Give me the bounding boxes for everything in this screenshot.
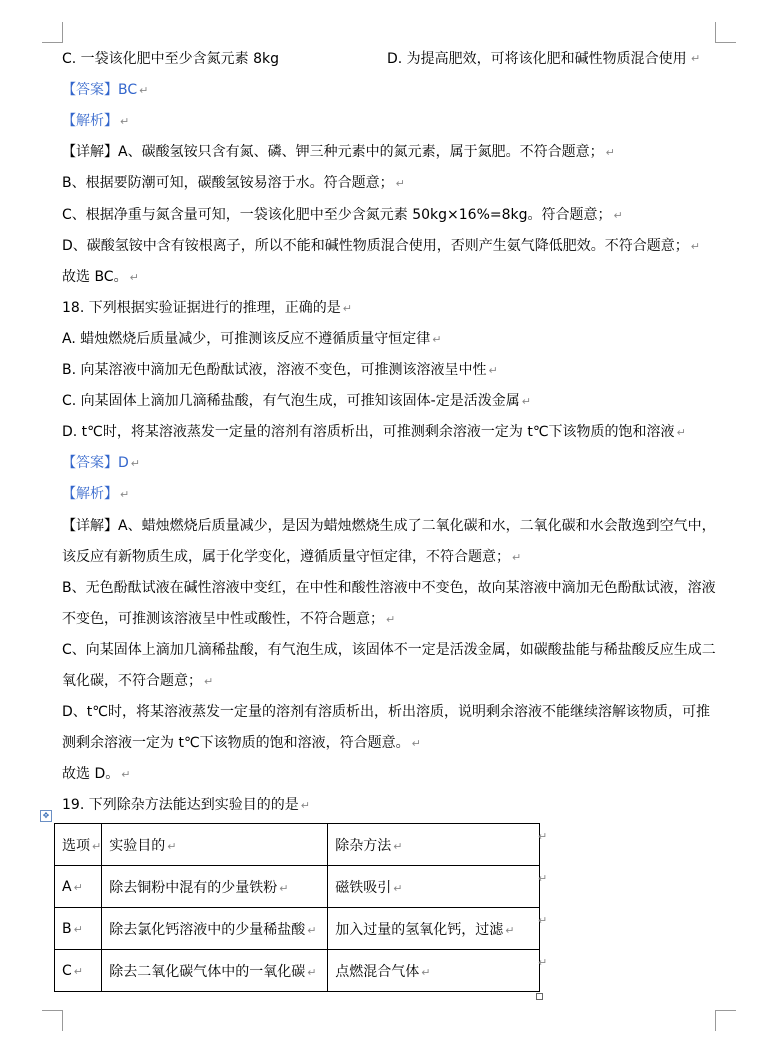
text-line-content: 【答案】BC <box>62 82 138 98</box>
text-line-content: B、根据要防潮可知，碳酸氢铵易溶于水。符合题意； <box>62 175 394 191</box>
text-line <box>62 142 615 163</box>
cell-end-mark: ↵ <box>73 964 83 978</box>
paragraph-mark: ↵ <box>521 395 531 408</box>
table-resize-handle[interactable] <box>536 993 543 1000</box>
paragraph-mark: ↵ <box>395 177 405 190</box>
cell-end-mark: ↵ <box>307 965 317 979</box>
text-line <box>62 236 700 257</box>
table-cell[interactable]: 点燃混合气体 ↵ <box>328 950 540 992</box>
text-line-content: 【解析】 <box>62 113 118 129</box>
text-line-content: C. 向某固体上滴加几滴稀盐酸，有气泡生成，可推知该固体-定是活泼金属 <box>62 393 520 409</box>
paragraph-mark: ↵ <box>300 799 310 812</box>
paragraph-mark: ↵ <box>613 209 623 222</box>
paragraph-mark: ↵ <box>488 364 498 377</box>
paragraph-mark: ↵ <box>120 488 130 501</box>
cell-end-mark: ↵ <box>73 922 83 936</box>
text-line-content: C、根据净重与氮含量可知，一袋该化肥中至少含氮元素 50kg×16%=8kg。符合题意； <box>62 207 612 223</box>
cell-end-mark: ↵ <box>505 923 515 937</box>
text-line-content: 不变色，可推测该溶液呈中性或酸性，不符合题意； <box>62 611 384 627</box>
text-line <box>62 547 521 568</box>
table-header-row <box>55 824 540 866</box>
text-line <box>62 49 701 69</box>
table-cell[interactable]: 除去铜粉中混有的少量铁粉 ↵ <box>102 866 328 908</box>
text-line-content: C. 一袋该化肥中至少含氮元素 8kg <box>62 51 280 67</box>
text-line <box>62 360 498 381</box>
table-row <box>55 908 540 950</box>
text-line-content: D. t℃时，将某溶液蒸发一定量的溶剂有溶质析出，可推测剩余溶液一定为 t℃下该物质的饱和溶液 <box>62 424 675 440</box>
paragraph-mark: ↵ <box>512 551 522 564</box>
paragraph-mark: ↵ <box>691 52 701 65</box>
page-corner-mark-bottom-left <box>42 1010 63 1031</box>
text-line <box>62 267 139 288</box>
text-line <box>62 578 716 598</box>
row-end-mark: ↵ <box>538 872 548 885</box>
text-line-content: D、碳酸氢铵中含有铵根离子，所以不能和碱性物质混合使用，否则产生氨气降低肥效。不符合题意； <box>62 238 689 254</box>
table-header-cell[interactable]: 实验目的 ↵ <box>102 824 328 866</box>
cell-end-mark: ↵ <box>393 839 403 853</box>
table-cell[interactable]: C ↵ <box>55 950 102 992</box>
paragraph-mark: ↵ <box>432 333 442 346</box>
paragraph-mark: ↵ <box>690 240 700 253</box>
row-end-mark: ↵ <box>538 914 548 927</box>
text-line <box>62 422 686 443</box>
text-line-content: 18. 下列根据实验证据进行的推理，正确的是 <box>62 300 341 316</box>
text-line <box>62 795 310 816</box>
paragraph-mark: ↵ <box>676 426 686 439</box>
text-line-content: A. 蜡烛燃烧后质量减少，可推测该反应不遵循质量守恒定律 <box>62 331 431 347</box>
text-line-content: B. 向某溶液中滴加无色酚酞试液，溶液不变色，可推测该溶液呈中性 <box>62 362 487 378</box>
page-corner-mark-top-right <box>715 22 736 43</box>
text-line <box>62 329 441 350</box>
text-line-content: 【详解】A、碳酸氢铵只含有氮、磷、钾三种元素中的氮元素，属于氮肥。不符合题意； <box>62 144 604 160</box>
paragraph-mark: ↵ <box>342 302 352 315</box>
paragraph-mark: ↵ <box>204 675 214 688</box>
table-header-cell[interactable]: 选项 ↵ <box>55 824 102 866</box>
text-line <box>62 640 716 660</box>
text-line-content: 故选 D。 <box>62 766 120 782</box>
page-corner-mark-bottom-right <box>715 1010 736 1031</box>
text-line-content: 【详解】A、蜡烛燃烧后质量减少，是因为蜡烛燃烧生成了二氧化碳和水，二氧化碳和水会散逸到空气中， <box>62 518 716 534</box>
paragraph-mark: ↵ <box>605 146 615 159</box>
question-table[interactable] <box>54 823 540 992</box>
text-line <box>62 733 421 754</box>
text-line <box>62 671 213 692</box>
text-line <box>62 298 352 319</box>
paragraph-mark: ↵ <box>121 768 131 781</box>
table-row <box>55 866 540 908</box>
text-line <box>62 764 130 785</box>
text-line-content: 【解析】 <box>62 486 118 502</box>
table-cell[interactable]: 除去二氧化碳气体中的一氧化碳 ↵ <box>102 950 328 992</box>
text-line <box>62 484 129 505</box>
paragraph-mark: ↵ <box>120 115 130 128</box>
text-line-content: 19. 下列除杂方法能达到实验目的的是 <box>62 797 299 813</box>
text-line <box>62 173 405 194</box>
text-line <box>62 609 395 630</box>
paragraph-mark: ↵ <box>129 271 139 284</box>
text-line <box>62 702 710 722</box>
table-cell[interactable]: 除去氯化钙溶液中的少量稀盐酸 ↵ <box>102 908 328 950</box>
text-line-content: D、t℃时，将某溶液蒸发一定量的溶剂有溶质析出，析出溶质，说明剩余溶液不能继续溶解该物质，可推 <box>62 704 710 720</box>
text-line <box>62 516 716 536</box>
text-line <box>62 453 140 474</box>
text-line <box>62 80 148 101</box>
paragraph-mark: ↵ <box>139 84 149 97</box>
table-cell[interactable]: 加入过量的氢氧化钙，过滤 ↵ <box>328 908 540 950</box>
text-line-content: 测剩余溶液一定为 t℃下该物质的饱和溶液，符合题意。 <box>62 735 410 751</box>
paragraph-mark: ↵ <box>386 613 396 626</box>
text-line-content: 故选 BC。 <box>62 269 128 285</box>
text-line-content: 该反应有新物质生成，属于化学变化，遵循质量守恒定律，不符合题意； <box>62 549 510 565</box>
text-line-option-d: D. 为提高肥效，可将该化肥和碱性物质混合使用 <box>387 51 687 67</box>
table-move-handle[interactable]: ✥ <box>40 810 52 822</box>
paragraph-mark: ↵ <box>411 737 421 750</box>
cell-end-mark: ↵ <box>279 881 289 895</box>
text-line-content: C、向某固体上滴加几滴稀盐酸，有气泡生成，该固体不一定是活泼金属，如碳酸盐能与稀盐酸反应生成二 <box>62 642 716 658</box>
cell-end-mark: ↵ <box>421 965 431 979</box>
table-cell[interactable]: B ↵ <box>55 908 102 950</box>
paragraph-mark: ↵ <box>130 457 140 470</box>
text-line-content: 氧化碳，不符合题意； <box>62 673 202 689</box>
page-corner-mark-top-left <box>42 22 63 43</box>
text-line <box>62 391 531 412</box>
text-line <box>62 205 623 226</box>
text-line <box>62 111 129 132</box>
row-end-mark: ↵ <box>538 830 548 843</box>
table-cell[interactable]: A ↵ <box>55 866 102 908</box>
cell-end-mark: ↵ <box>393 881 403 895</box>
cell-end-mark: ↵ <box>167 839 177 853</box>
cell-end-mark: ↵ <box>307 923 317 937</box>
table-row <box>55 950 540 992</box>
cell-end-mark: ↵ <box>92 839 102 853</box>
text-line-content: 【答案】D <box>62 455 129 471</box>
table-cell[interactable]: 磁铁吸引 ↵ <box>328 866 540 908</box>
table-header-cell[interactable]: 除杂方法 ↵ <box>328 824 540 866</box>
cell-end-mark: ↵ <box>73 880 83 894</box>
row-end-mark: ↵ <box>538 956 548 969</box>
text-line-content: B、无色酚酞试液在碱性溶液中变红，在中性和酸性溶液中不变色，故向某溶液中滴加无色酚酞试液，溶液 <box>62 580 716 596</box>
